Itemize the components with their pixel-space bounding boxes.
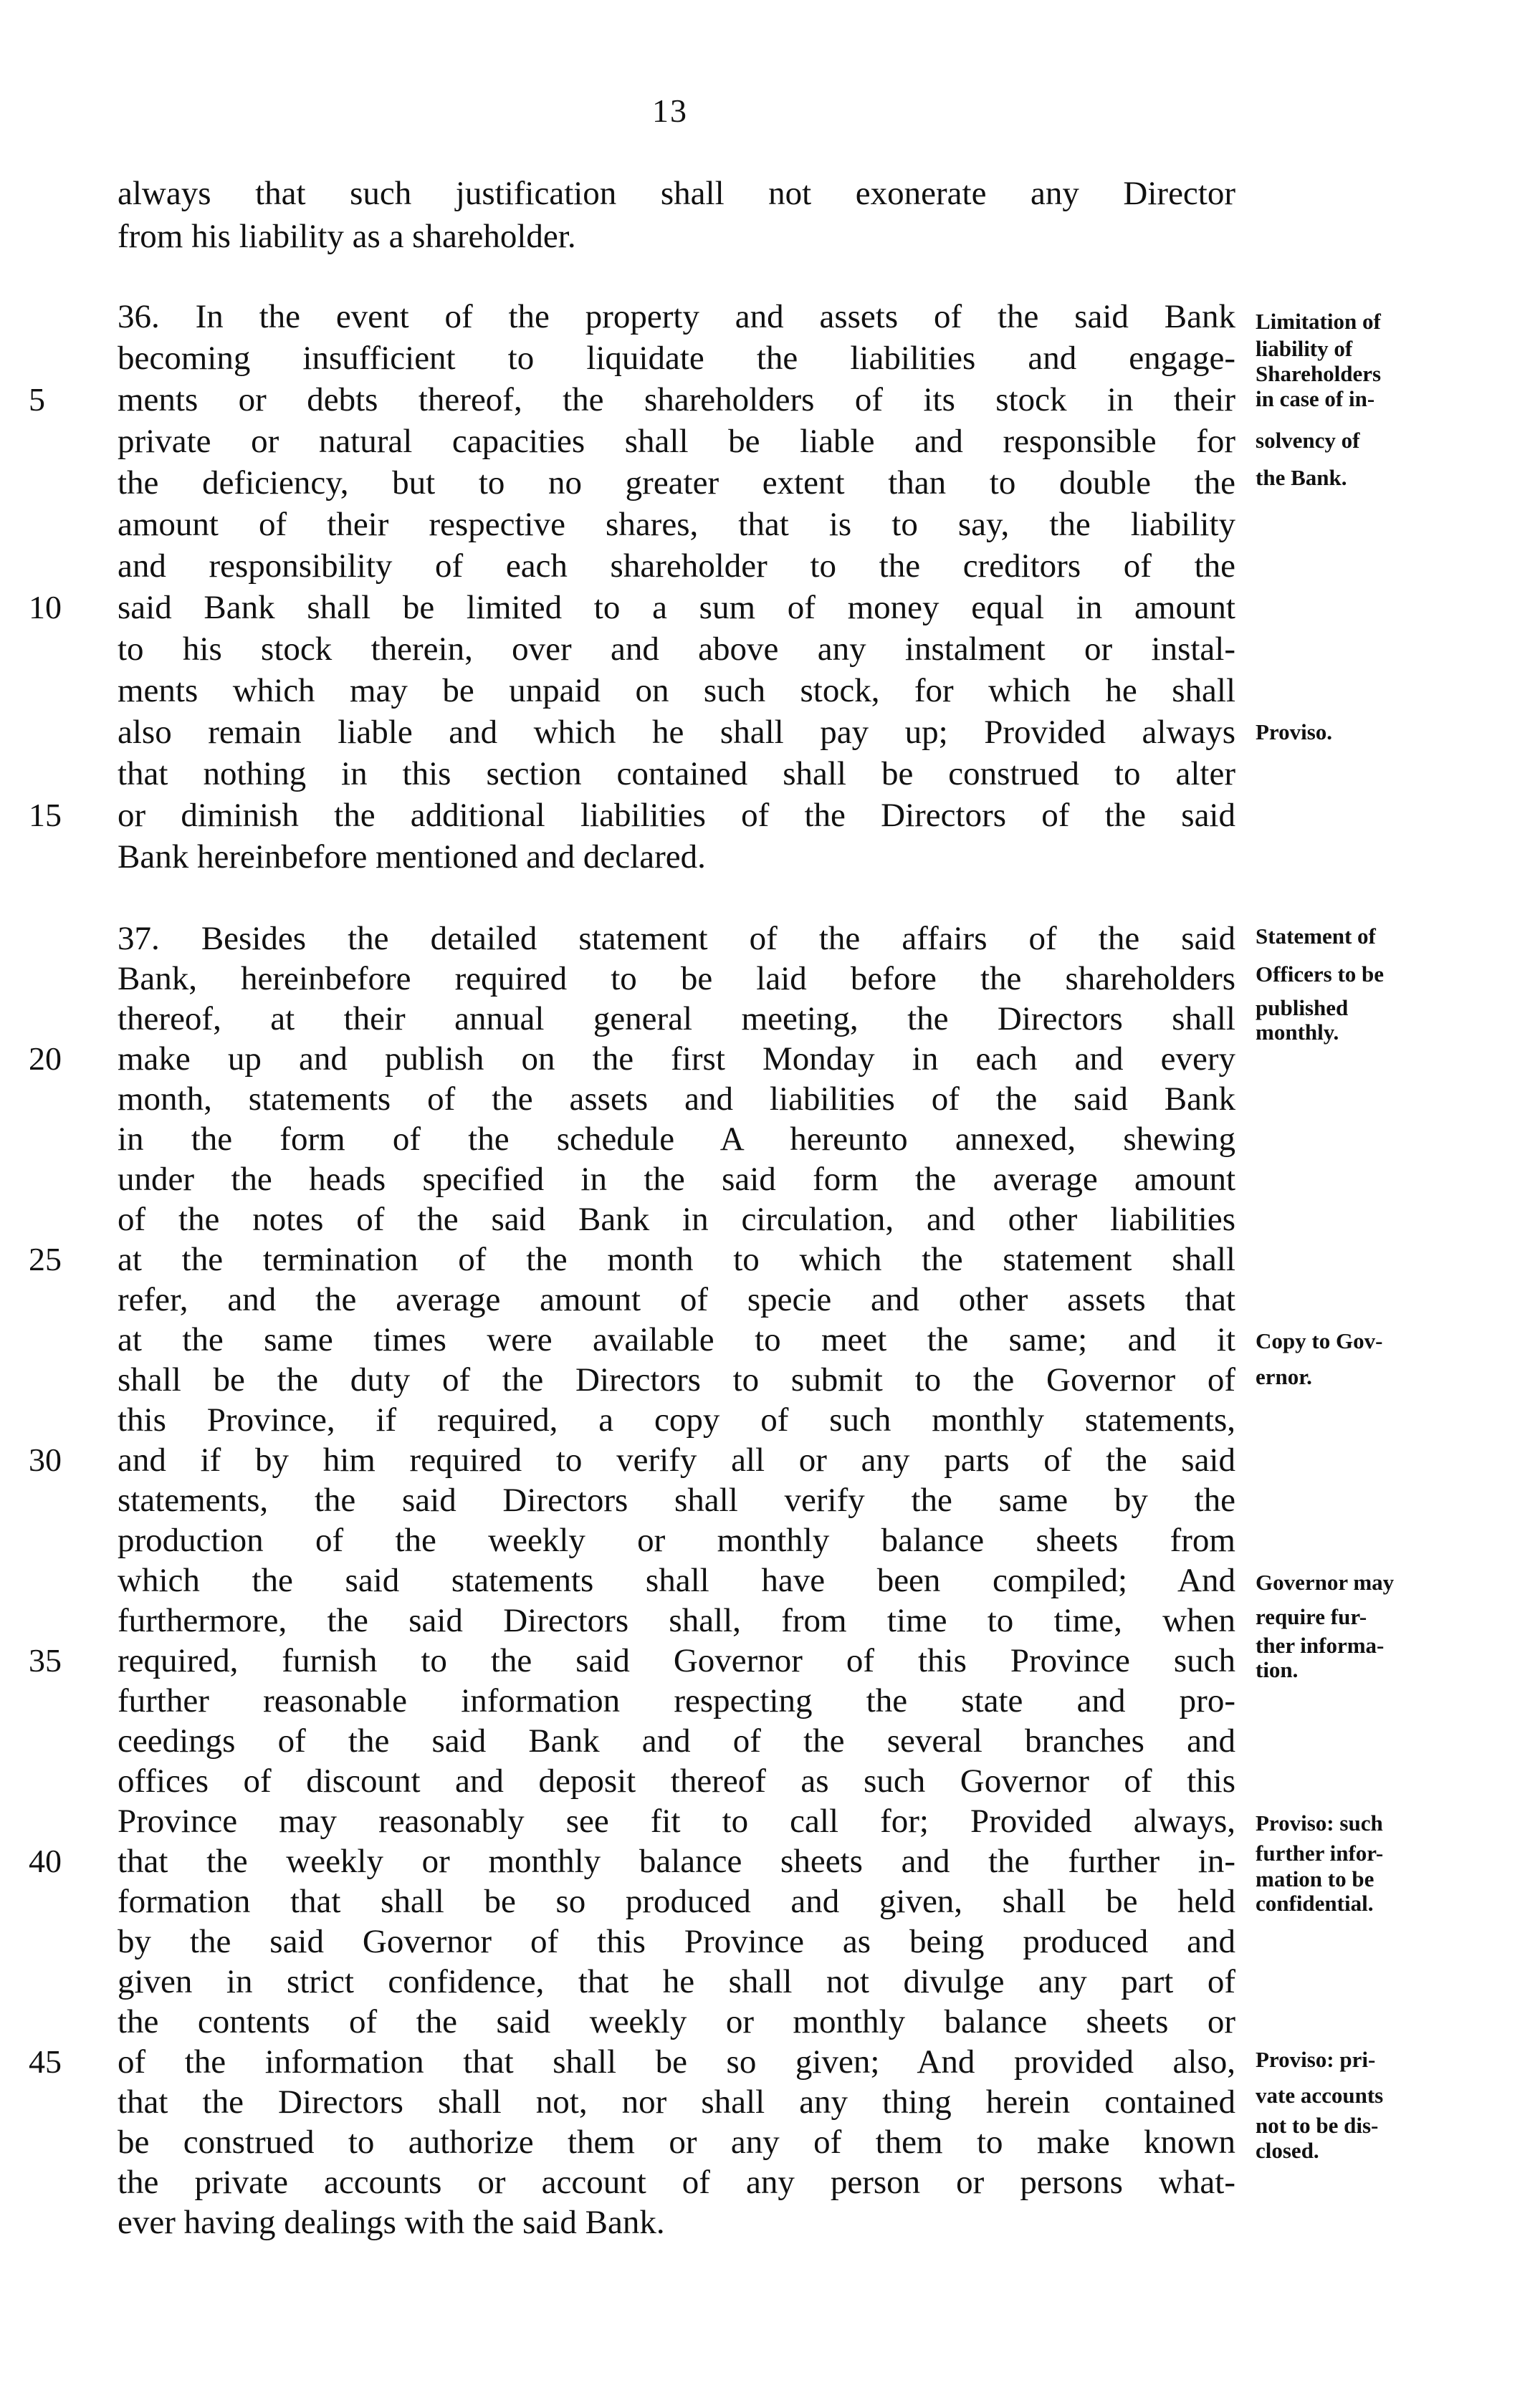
text-line: and responsibility of each shareholder to the creditors of the — [118, 547, 1235, 585]
margin-note: Limitation of — [1256, 309, 1381, 334]
text-line: that the weekly or monthly balance sheets and the further in- — [118, 1843, 1235, 1880]
margin-note: Copy to Gov- — [1256, 1328, 1383, 1353]
text-line: month, statements of the assets and liabilities of the said Bank — [118, 1080, 1235, 1118]
line-number: 45 — [29, 2043, 62, 2080]
text-line: that nothing in this section contained shall be construed to alter — [118, 755, 1235, 792]
text-line: ments which may be unpaid on such stock, for which he shall — [118, 672, 1235, 709]
text-line: ever having dealings with the said Bank. — [118, 2204, 665, 2241]
margin-note: liability of — [1256, 336, 1353, 361]
margin-note: Shareholders — [1256, 361, 1382, 386]
margin-note: tion. — [1256, 1657, 1299, 1682]
text-line: required, furnish to the said Governor of this Province such — [118, 1642, 1235, 1679]
margin-note: Officers to be — [1256, 961, 1385, 987]
margin-note: not to be dis- — [1256, 2113, 1379, 2138]
margin-note: ernor. — [1256, 1364, 1312, 1389]
text-line: becoming insufficient to liquidate the liabilities and engage- — [118, 340, 1235, 377]
text-line: the contents of the said weekly or monthly balance sheets or — [118, 2003, 1235, 2040]
text-line: refer, and the average amount of specie and other assets that — [118, 1281, 1235, 1318]
text-line: at the same times were available to meet the same; and it — [118, 1321, 1235, 1358]
text-line: that the Directors shall not, nor shall any thing herein contained — [118, 2083, 1235, 2121]
text-line: be construed to authorize them or any of them to make known — [118, 2124, 1235, 2161]
text-line: this Province, if required, a copy of such monthly statements, — [118, 1401, 1235, 1439]
text-line: which the said statements shall have been compiled; And — [118, 1562, 1235, 1599]
line-number: 5 — [29, 381, 45, 418]
line-number: 25 — [29, 1241, 62, 1277]
margin-note: Proviso: such — [1256, 1810, 1383, 1836]
margin-note: Proviso. — [1256, 719, 1333, 744]
margin-note: published — [1256, 995, 1349, 1020]
text-line: or diminish the additional liabilities of the Directors of the said — [118, 797, 1235, 834]
text-line: said Bank shall be limited to a sum of money equal in amount — [118, 589, 1235, 626]
margin-note: solvency of — [1256, 428, 1360, 453]
margin-note: the Bank. — [1256, 465, 1347, 490]
margin-note: Governor may — [1256, 1570, 1395, 1595]
text-line: make up and publish on the first Monday in each and every — [118, 1040, 1235, 1078]
margin-note: monthly. — [1256, 1020, 1339, 1045]
text-line: furthermore, the said Directors shall, from time to time, when — [118, 1602, 1235, 1639]
margin-note: vate accounts — [1256, 2083, 1384, 2108]
margin-note: further infor- — [1256, 1841, 1384, 1866]
text-line: to his stock therein, over and above any instalment or instal- — [118, 630, 1235, 668]
text-line: Province may reasonably see fit to call for; Provided always, — [118, 1803, 1235, 1840]
margin-note: mation to be — [1256, 1866, 1374, 1891]
text-line: also remain liable and which he shall pay up; Provided always — [118, 714, 1235, 751]
text-line: ments or debts thereof, the shareholders of its stock in their — [118, 381, 1235, 418]
line-number: 10 — [29, 589, 62, 625]
text-line: offices of discount and deposit thereof as such Governor of this — [118, 1762, 1235, 1800]
margin-note: in case of in- — [1256, 386, 1375, 411]
text-line: from his liability as a shareholder. — [118, 218, 576, 255]
text-line: further reasonable information respecting the state and pro- — [118, 1682, 1235, 1719]
line-number: 15 — [29, 797, 62, 833]
text-line: always that such justification shall not exonerate any Director — [118, 175, 1235, 212]
margin-note: require fur- — [1256, 1604, 1367, 1629]
text-line: production of the weekly or monthly balance sheets from — [118, 1522, 1235, 1559]
text-line: shall be the duty of the Directors to submit to the Governor of — [118, 1361, 1235, 1399]
text-line: of the information that shall be so given; And provided also, — [118, 2043, 1235, 2081]
margin-note: Proviso: pri- — [1256, 2047, 1376, 2072]
text-line: Bank hereinbefore mentioned and declared. — [118, 838, 706, 876]
text-line: private or natural capacities shall be liable and responsible for — [118, 423, 1235, 460]
text-line: amount of their respective shares, that is to say, the liability — [118, 506, 1235, 543]
margin-note: ther informa- — [1256, 1633, 1385, 1658]
text-line: and if by him required to verify all or any parts of the said — [118, 1442, 1235, 1479]
line-number: 35 — [29, 1642, 62, 1679]
text-line-section-36: 36. In the event of the property and assets of the said Bank — [118, 298, 1235, 335]
text-line: Bank, hereinbefore required to be laid before the shareholders — [118, 960, 1235, 997]
text-line: the private accounts or account of any person or persons what- — [118, 2164, 1235, 2201]
text-line: the deficiency, but to no greater extent than to double the — [118, 464, 1235, 502]
text-line: by the said Governor of this Province as being produced and — [118, 1923, 1235, 1960]
text-line: statements, the said Directors shall verify the same by the — [118, 1482, 1235, 1519]
text-line: at the termination of the month to which the statement shall — [118, 1241, 1235, 1278]
text-line: under the heads specified in the said form the average amount — [118, 1161, 1235, 1198]
page-number: 13 — [652, 92, 688, 129]
margin-note: closed. — [1256, 2138, 1319, 2163]
line-number: 40 — [29, 1843, 62, 1879]
text-line: in the form of the schedule A hereunto annexed, shewing — [118, 1121, 1235, 1158]
line-number: 20 — [29, 1040, 62, 1077]
text-line: formation that shall be so produced and given, shall be held — [118, 1883, 1235, 1920]
text-line-section-37: 37. Besides the detailed statement of the affairs of the said — [118, 920, 1235, 957]
margin-note: Statement of — [1256, 924, 1376, 949]
line-number: 30 — [29, 1442, 62, 1478]
text-line: ceedings of the said Bank and of the several branches and — [118, 1722, 1235, 1760]
text-line: of the notes of the said Bank in circulation, and other liabilities — [118, 1201, 1235, 1238]
text-line: thereof, at their annual general meeting, the Directors shall — [118, 1000, 1235, 1037]
margin-note: confidential. — [1256, 1891, 1374, 1916]
text-line: given in strict confidence, that he shall not divulge any part of — [118, 1963, 1235, 2000]
